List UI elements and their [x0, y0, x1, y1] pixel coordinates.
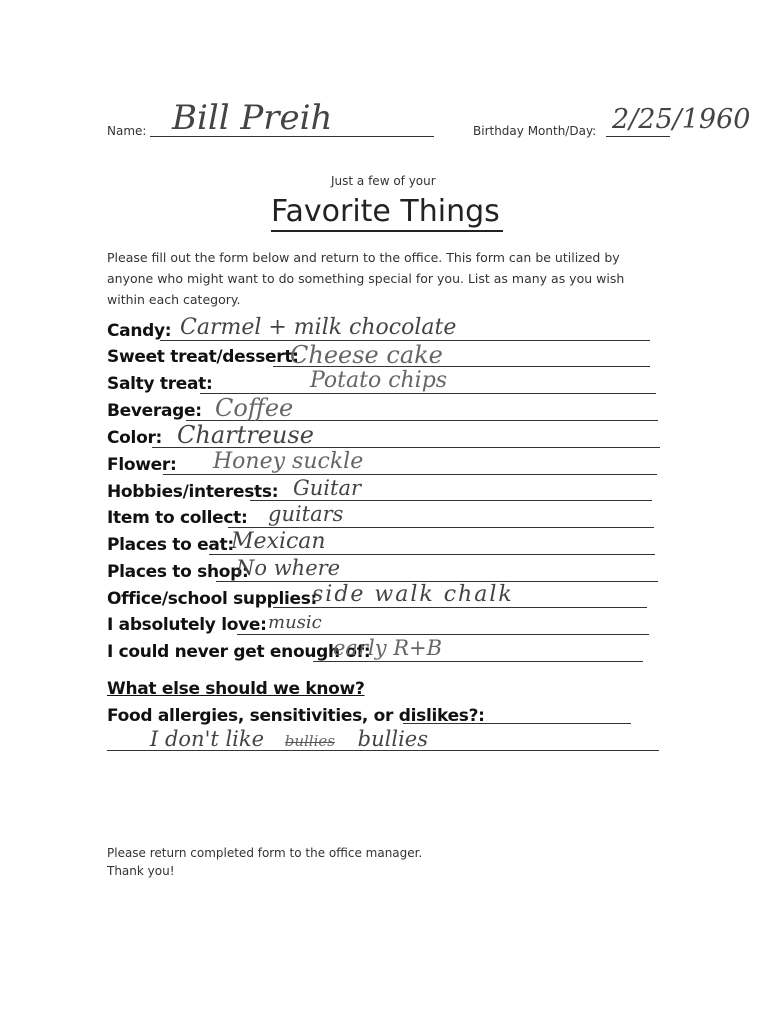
field-label: Places to eat:	[107, 535, 234, 555]
section-heading: What else should we know?	[107, 679, 365, 699]
field-label: Places to shop:	[107, 562, 249, 582]
field-line	[163, 474, 657, 475]
answer-word: bullies	[357, 727, 428, 751]
pretitle: Just a few of your	[331, 174, 436, 188]
title-underline	[271, 230, 503, 232]
field-line	[209, 554, 655, 555]
field-label: Candy:	[107, 321, 172, 341]
field-line	[237, 634, 649, 635]
footer-line-2: Thank you!	[107, 864, 175, 878]
field-label: Office/school supplies:	[107, 589, 318, 609]
field-label: I could never get enough of:	[107, 642, 371, 662]
allergies-label: Food allergies, sensitivities, or dislikes?:	[107, 706, 485, 726]
instructions: Please fill out the form below and return to the office. This form can be utilized by anyone who might want to do something special for you. List as many as you wish within each category.	[107, 250, 625, 307]
struck-word: bullies	[284, 732, 335, 750]
birthday-value: 2/25/1960	[612, 104, 751, 135]
answer-text: I don't like	[150, 727, 265, 751]
field-label: Flower:	[107, 455, 177, 475]
allergies-answer	[150, 727, 428, 751]
field-value: Mexican	[231, 529, 326, 554]
field-label: Color:	[107, 428, 163, 448]
field-value: Guitar	[293, 476, 362, 500]
field-label: Salty treat:	[107, 374, 213, 394]
field-value: Potato chips	[310, 368, 448, 393]
field-value: music	[268, 612, 322, 633]
field-value: side walk chalk	[312, 582, 514, 607]
field-value: Cheese cake	[290, 341, 443, 369]
field-value: Carmel + milk chocolate	[180, 315, 457, 340]
birthday-label: Birthday Month/Day:	[473, 124, 597, 138]
field-value: guitars	[268, 502, 344, 526]
field-line	[313, 661, 643, 662]
field-value: Coffee	[215, 394, 294, 422]
field-value: early R+B	[333, 636, 443, 660]
field-label: Sweet treat/dessert:	[107, 347, 299, 367]
footer-line-1: Please return completed form to the office manager.	[107, 846, 423, 860]
name-value: Bill Preih	[172, 98, 333, 138]
field-value: Chartreuse	[177, 421, 314, 449]
page-title: Favorite Things	[271, 194, 500, 229]
field-label: I absolutely love:	[107, 615, 267, 635]
field-line	[273, 607, 647, 608]
field-label: Beverage:	[107, 401, 202, 421]
field-value: Honey suckle	[213, 449, 364, 474]
field-line	[250, 500, 652, 501]
field-label: Item to collect:	[107, 508, 248, 528]
birthday-line	[606, 136, 670, 137]
field-label: Hobbies/interests:	[107, 482, 279, 502]
field-line	[228, 527, 654, 528]
field-value: No where	[236, 556, 341, 580]
allergies-line	[403, 723, 631, 724]
name-label: Name:	[107, 124, 147, 138]
